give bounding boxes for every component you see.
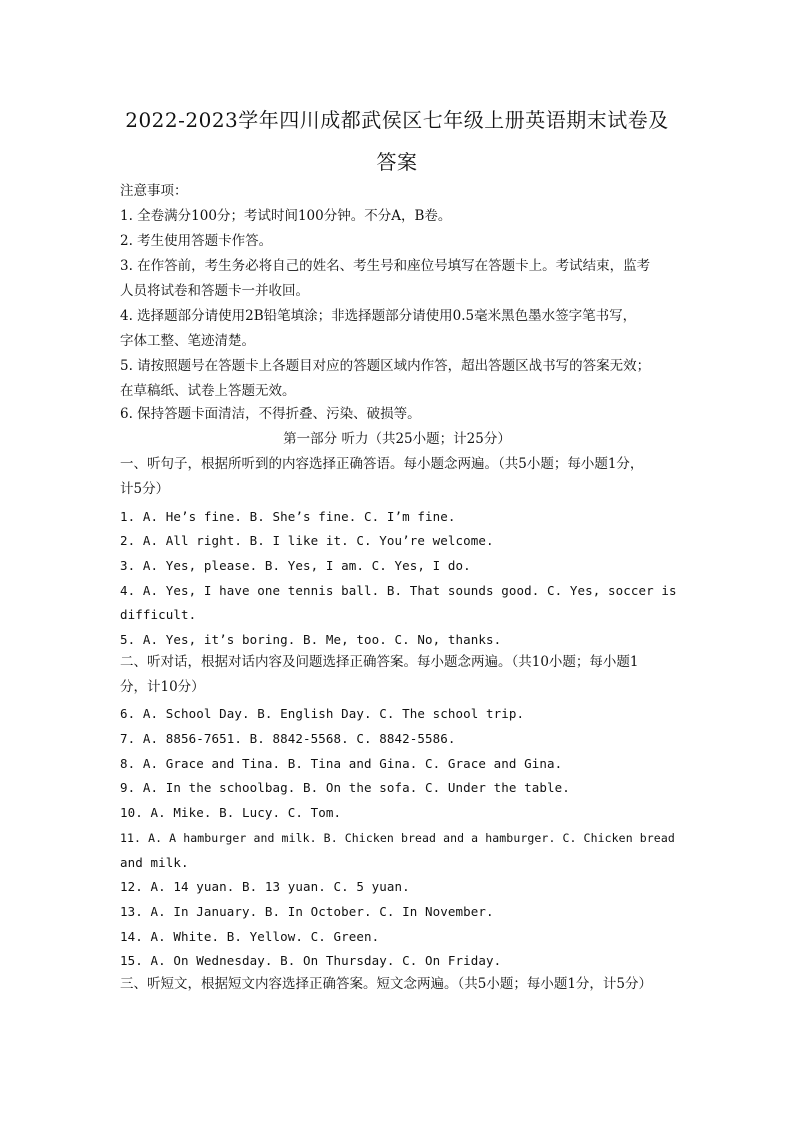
notice-heading: 注意事项：	[120, 183, 188, 199]
notice-item: 3. 在作答前，考生务必将自己的姓名、考生号和座位号填写在答题卡上。考试结束，监考	[120, 258, 651, 274]
section2-instruction: 分，计10分）	[120, 679, 205, 695]
question-line: 7. A. 8856-7651. B. 8842-5568. C. 8842-5586.	[120, 731, 456, 746]
question-line: 5. A. Yes, it’s boring. B. Me, too. C. No, thanks.	[120, 632, 502, 647]
notice-item: 2. 考生使用答题卡作答。	[120, 233, 273, 249]
document-title-line1: 2022-2023学年四川成都武侯区七年级上册英语期末试卷及	[125, 108, 669, 132]
question-line: 1. A. He’s fine. B. She’s fine. C. I’m fine.	[120, 509, 456, 524]
question-line: and milk.	[120, 855, 189, 870]
notice-item: 4. 选择题部分请使用2B铅笔填涂；非选择题部分请使用0.5毫米黑色墨水签字笔书写，	[120, 308, 637, 324]
question-line: 4. A. Yes, I have one tennis ball. B. That sounds good. C. Yes, soccer is	[120, 583, 677, 598]
question-line: 15. A. On Wednesday. B. On Thursday. C. On Friday.	[120, 953, 502, 968]
section1-instruction: 一、听句子，根据所听到的内容选择正确答语。每小题念两遍。（共5小题；每小题1分，	[120, 456, 644, 472]
section1-instruction: 计5分）	[120, 481, 170, 497]
question-line: 6. A. School Day. B. English Day. C. The school trip.	[120, 706, 525, 721]
notice-item: 1. 全卷满分100分；考试时间100分钟。不分A，B卷。	[120, 208, 452, 224]
question-line: 12. A. 14 yuan. B. 13 yuan. C. 5 yuan.	[120, 879, 410, 894]
question-line: 2. A. All right. B. I like it. C. You’re welcome.	[120, 533, 494, 548]
question-line: 14. A. White. B. Yellow. C. Green.	[120, 929, 380, 944]
notice-item: 5. 请按照题号在答题卡上各题目对应的答题区域内作答，超出答题区战书写的答案无效；	[120, 358, 651, 374]
question-line: 8. A. Grace and Tina. B. Tina and Gina. C. Grace and Gina.	[120, 756, 563, 771]
notice-item: 人员将试卷和答题卡一并收回。	[120, 283, 309, 299]
question-line: 10. A. Mike. B. Lucy. C. Tom.	[120, 805, 342, 820]
section2-instruction: 二、听对话，根据对话内容及问题选择正确答案。每小题念两遍。（共10小题；每小题1	[120, 654, 639, 670]
question-line: 11. A. A hamburger and milk. B. Chicken bread and a hamburger. C. Chicken bread	[120, 831, 675, 845]
question-line: 3. A. Yes, please. B. Yes, I am. C. Yes, I do.	[120, 558, 471, 573]
part1-heading: 第一部分 听力（共25小题；计25分）	[283, 431, 511, 447]
question-line: difficult.	[120, 607, 197, 622]
notice-item: 字体工整、笔迹清楚。	[120, 333, 255, 349]
question-line: 13. A. In January. B. In October. C. In November.	[120, 904, 494, 919]
question-line: 9. A. In the schoolbag. B. On the sofa. C. Under the table.	[120, 780, 570, 795]
document-title-line2: 答案	[376, 150, 418, 174]
section3-instruction: 三、听短文，根据短文内容选择正确答案。短文念两遍。（共5小题；每小题1分，计5分）	[120, 976, 653, 992]
notice-item: 6. 保持答题卡面清洁，不得折叠、污染、破损等。	[120, 406, 421, 422]
notice-item: 在草稿纸、试卷上答题无效。	[120, 383, 296, 399]
